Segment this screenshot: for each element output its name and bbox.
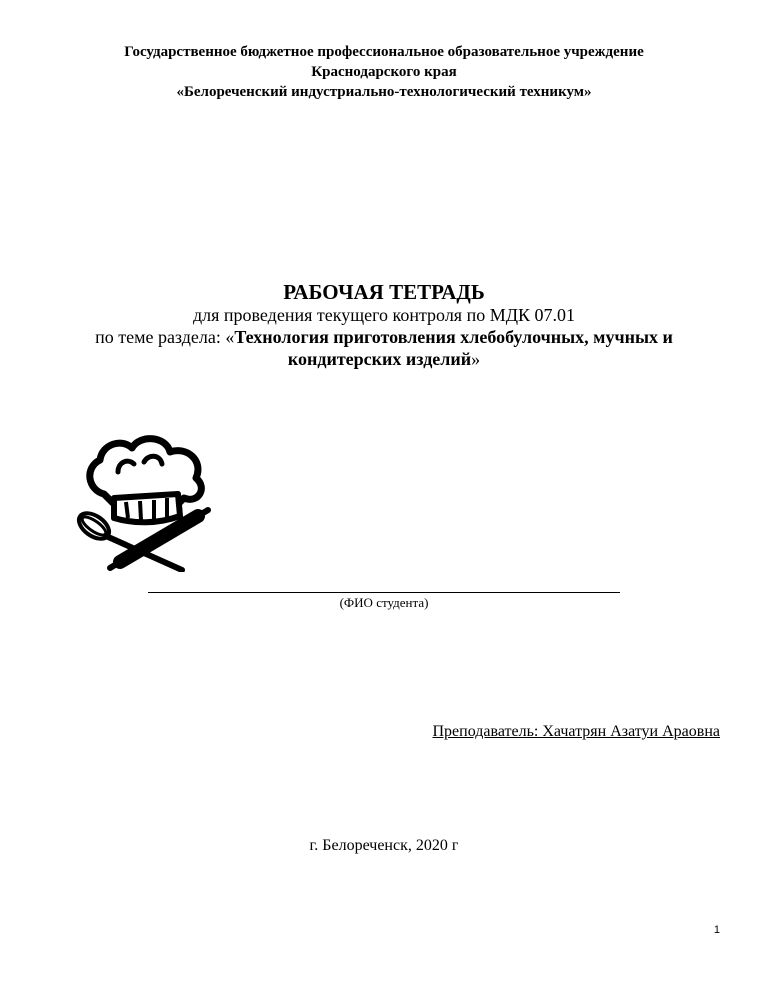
topic-line-1: [0, 326, 768, 348]
teacher-name: Преподаватель: Хачатрян Азатуи Араовна: [432, 723, 720, 740]
topic-bold-line-1: Технология приготовления хлебобулочных, мучных и: [234, 327, 673, 347]
student-name-line: [148, 592, 620, 593]
chef-hat-whisk-rolling-pin-icon: [74, 432, 214, 572]
document-subtitle: для проведения текущего контроля по МДК 07.01: [192, 305, 576, 325]
topic-line-2: [0, 348, 768, 370]
student-name-caption: (ФИО студента): [339, 595, 429, 610]
topic-bold-line-2: кондитерских изделий: [287, 349, 472, 369]
topic-prefix: по теме раздела: «: [95, 327, 235, 347]
header-line-3: «Белореченский индустриально-технологический техникум»: [176, 84, 592, 100]
document-title: РАБОЧАЯ ТЕТРАДЬ: [283, 280, 485, 304]
page-number: 1: [713, 924, 720, 936]
header-line-1: Государственное бюджетное профессиональное образовательное учреждение: [124, 44, 644, 60]
institution-header: [0, 42, 768, 102]
title-block: [0, 280, 768, 370]
header-line-2: Краснодарского края: [311, 64, 457, 80]
city-year: г. Белореченск, 2020 г: [309, 837, 459, 854]
topic-suffix: »: [471, 349, 481, 369]
